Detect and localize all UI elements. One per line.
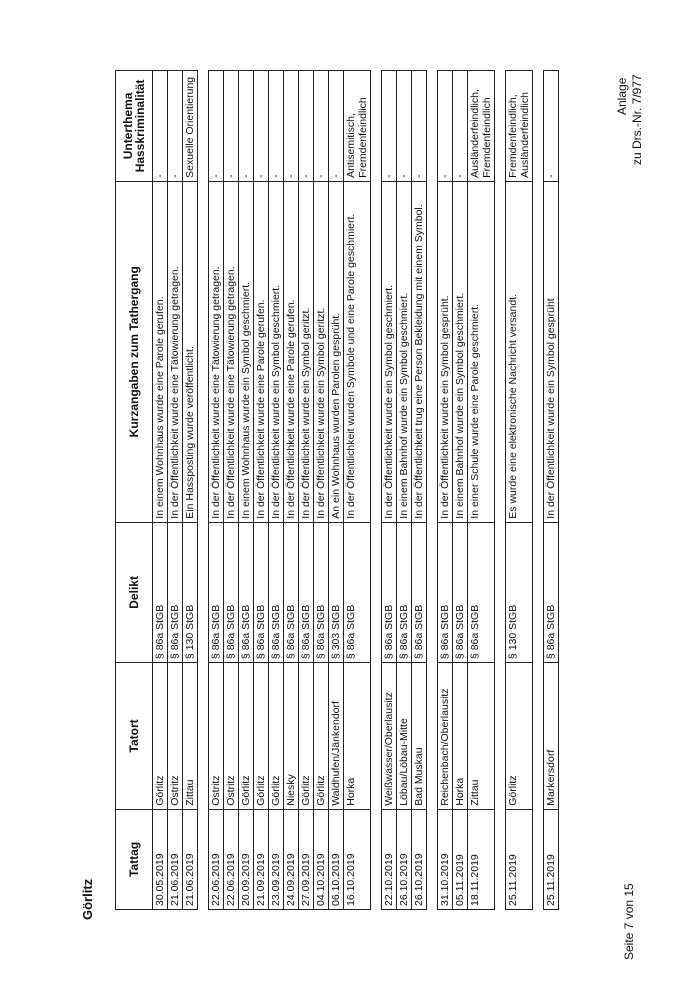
cell-description: In der Öffentlichkeit trug eine Person Bekleidung mit einem Symbol. [412, 181, 427, 522]
cell-date: 31.10.2019 [438, 809, 453, 909]
cell-topic: - [453, 71, 468, 182]
cell-offense: § 86a StGB [224, 522, 239, 662]
table-header-row [116, 71, 153, 910]
cell-date: 25.11.2019 [544, 809, 559, 909]
cell-place: Görlitz [506, 663, 533, 810]
cell-description: In einem Bahnhof wurde ein Symbol geschmiert. [453, 181, 468, 522]
cell-place: Waldhufen/Jänkendorf [329, 663, 344, 810]
cell-topic: - [397, 71, 412, 182]
group-spacer [427, 71, 438, 910]
cell-description: In der Öffentlichkeit wurde ein Symbol gesprüht [544, 181, 559, 522]
group-spacer [371, 71, 382, 910]
table-row [544, 71, 559, 910]
cell-topic: - [284, 71, 299, 182]
cell-offense: § 86a StGB [453, 522, 468, 662]
cell-description: In einem Wohnhaus wurde ein Symbol geschmiert. [239, 181, 254, 522]
cell-description: In der Öffentlichkeit wurde ein Symbol geschmiert. [382, 181, 397, 522]
table-row [254, 71, 269, 910]
cell-place: Zittau [183, 663, 198, 810]
cell-place: Ostritz [168, 663, 183, 810]
cell-place: Niesky [284, 663, 299, 810]
cell-topic: - [224, 71, 239, 182]
table-row [329, 71, 344, 910]
table-row [269, 71, 284, 910]
cell-topic: - [254, 71, 269, 182]
cell-topic: - [168, 71, 183, 182]
cell-offense: § 86a StGB [153, 522, 168, 662]
cell-description: An ein Wohnhaus wurden Parolen gesprüht. [329, 181, 344, 522]
cell-description: In einer Schule wurde eine Parole geschmiert. [468, 181, 495, 522]
cell-place: Horka [344, 663, 371, 810]
annex-reference: zu Drs.-Nr. 7/977 [630, 74, 644, 165]
cell-topic: - [438, 71, 453, 182]
cell-date: 26.10.2019 [397, 809, 412, 909]
cell-offense: § 86a StGB [382, 522, 397, 662]
table-row [314, 71, 329, 910]
group-spacer [198, 71, 209, 910]
cell-description: In der Öffentlichkeit wurde ein Symbol geritzt. [299, 181, 314, 522]
cell-date: 22.10.2019 [382, 809, 397, 909]
cell-date: 06.10.2019 [329, 809, 344, 909]
annex-label: Anlage [615, 77, 629, 115]
cell-description: In der Öffentlichkeit wurde eine Parole gerufen. [284, 181, 299, 522]
cell-date: 04.10.2019 [314, 809, 329, 909]
cell-place: Zittau [468, 663, 495, 810]
cell-offense: § 86a StGB [438, 522, 453, 662]
cell-description: Es wurde eine elektronische Nachricht versandt. [506, 181, 533, 522]
cell-date: 22.06.2019 [224, 809, 239, 909]
cell-topic: - [412, 71, 427, 182]
table-row [438, 71, 453, 910]
region-title: Görlitz [80, 878, 95, 920]
table-row [506, 71, 533, 910]
cell-place: Ostritz [209, 663, 224, 810]
cell-date: 23.09.2019 [269, 809, 284, 909]
cell-offense: § 86a StGB [254, 522, 269, 662]
cell-offense: § 86a StGB [299, 522, 314, 662]
cell-date: 16.10.2019 [344, 809, 371, 909]
cell-offense: § 86a StGB [397, 522, 412, 662]
table-row [183, 71, 198, 910]
col-header-topic: Unterthema Hasskriminalität [116, 71, 153, 182]
cell-topic: - [382, 71, 397, 182]
table-row [299, 71, 314, 910]
cell-topic: - [329, 71, 344, 182]
cell-date: 30.05.2019 [153, 809, 168, 909]
cell-date: 20.09.2019 [239, 809, 254, 909]
table-row [468, 71, 495, 910]
table-row [412, 71, 427, 910]
cell-offense: § 86a StGB [412, 522, 427, 662]
col-header-offense: Delikt [116, 522, 153, 662]
cell-offense: § 86a StGB [269, 522, 284, 662]
cell-place: Görlitz [153, 663, 168, 810]
cell-date: 26.10.2019 [412, 809, 427, 909]
cell-place: Görlitz [299, 663, 314, 810]
group-spacer [495, 71, 506, 910]
cell-offense: § 130 StGB [183, 522, 198, 662]
cell-description: In der Öffentlichkeit wurde ein Symbol geschmiert. [269, 181, 284, 522]
table-row [153, 71, 168, 910]
table-row [209, 71, 224, 910]
incident-table [115, 65, 559, 910]
cell-offense: § 303 StGB [329, 522, 344, 662]
cell-description: In der Öffentlichkeit wurde ein Symbol geritzt. [314, 181, 329, 522]
cell-topic: - [314, 71, 329, 182]
cell-topic: - [209, 71, 224, 182]
cell-topic: - [239, 71, 254, 182]
cell-place: Löbau/Löbau-Mitte [397, 663, 412, 810]
cell-offense: § 86a StGB [209, 522, 224, 662]
cell-date: 05.11.2019 [453, 809, 468, 909]
cell-date: 18.11.2019 [468, 809, 495, 909]
cell-date: 21.09.2019 [254, 809, 269, 909]
cell-offense: § 86a StGB [284, 522, 299, 662]
cell-offense: § 86a StGB [239, 522, 254, 662]
spacer-cell [371, 71, 382, 910]
cell-date: 21.06.2019 [168, 809, 183, 909]
cell-date: 25.11.2019 [506, 809, 533, 909]
col-header-description: Kurzangaben zum Tathergang [116, 181, 153, 522]
cell-topic: - [269, 71, 284, 182]
cell-date: 21.06.2019 [183, 809, 198, 909]
cell-offense: § 86a StGB [544, 522, 559, 662]
page-number: Seite 7 von 15 [622, 883, 636, 960]
cell-place: Reichenbach/Oberlausitz [438, 663, 453, 810]
cell-offense: § 130 StGB [506, 522, 533, 662]
cell-description: In der Öffentlichkeit wurden Symbole und eine Parole geschmiert. [344, 181, 371, 522]
cell-description: In der Öffentlichkeit wurde ein Symbol gesprüht. [438, 181, 453, 522]
cell-topic: Fremdenfeindlich, Ausländerfeindlich [506, 71, 533, 182]
table-row [224, 71, 239, 910]
cell-description: In der Öffentlichkeit wurde eine Tätowierung getragen. [224, 181, 239, 522]
spacer-cell [495, 71, 506, 910]
table-row [453, 71, 468, 910]
cell-place: Görlitz [269, 663, 284, 810]
cell-description: In der Öffentlichkeit wurde eine Parole gerufen. [254, 181, 269, 522]
cell-topic: - [153, 71, 168, 182]
group-spacer [533, 71, 544, 910]
table-row [239, 71, 254, 910]
cell-description: In einem Bahnhof wurde ein Symbol geschmiert. [397, 181, 412, 522]
cell-place: Görlitz [314, 663, 329, 810]
cell-place: Bad Muskau [412, 663, 427, 810]
cell-offense: § 86a StGB [344, 522, 371, 662]
cell-offense: § 86a StGB [314, 522, 329, 662]
spacer-cell [533, 71, 544, 910]
cell-offense: § 86a StGB [168, 522, 183, 662]
table-row [168, 71, 183, 910]
cell-place: Ostritz [224, 663, 239, 810]
cell-description: In einem Wohnhaus wurde eine Parole gerufen. [153, 181, 168, 522]
cell-place: Weißwasser/Oberlausitz [382, 663, 397, 810]
col-header-place: Tatort [116, 663, 153, 810]
cell-topic: - [299, 71, 314, 182]
cell-topic: - [544, 71, 559, 182]
cell-place: Horka [453, 663, 468, 810]
table-row [382, 71, 397, 910]
cell-place: Görlitz [239, 663, 254, 810]
cell-topic: Sexuelle Orientierung [183, 71, 198, 182]
cell-place: Markersdorf [544, 663, 559, 810]
table-row [284, 71, 299, 910]
cell-date: 24.09.2019 [284, 809, 299, 909]
cell-description: In der Öffentlichkeit wurde eine Tätowierung getragen. [209, 181, 224, 522]
cell-topic: Ausländerfeindlich, Fremdenfeindlich [468, 71, 495, 182]
cell-date: 22.06.2019 [209, 809, 224, 909]
cell-offense: § 86a StGB [468, 522, 495, 662]
cell-description: Ein Hassposting wurde veröffentlicht. [183, 181, 198, 522]
table-row [397, 71, 412, 910]
cell-date: 27.09.2019 [299, 809, 314, 909]
cell-place: Görlitz [254, 663, 269, 810]
table-row [344, 71, 371, 910]
cell-topic: Antisemitisch, Fremdenfeindlich [344, 71, 371, 182]
spacer-cell [427, 71, 438, 910]
cell-description: In der Öffentlichkeit wurde eine Tätowierung getragen. [168, 181, 183, 522]
col-header-date: Tattag [116, 809, 153, 909]
spacer-cell [198, 71, 209, 910]
